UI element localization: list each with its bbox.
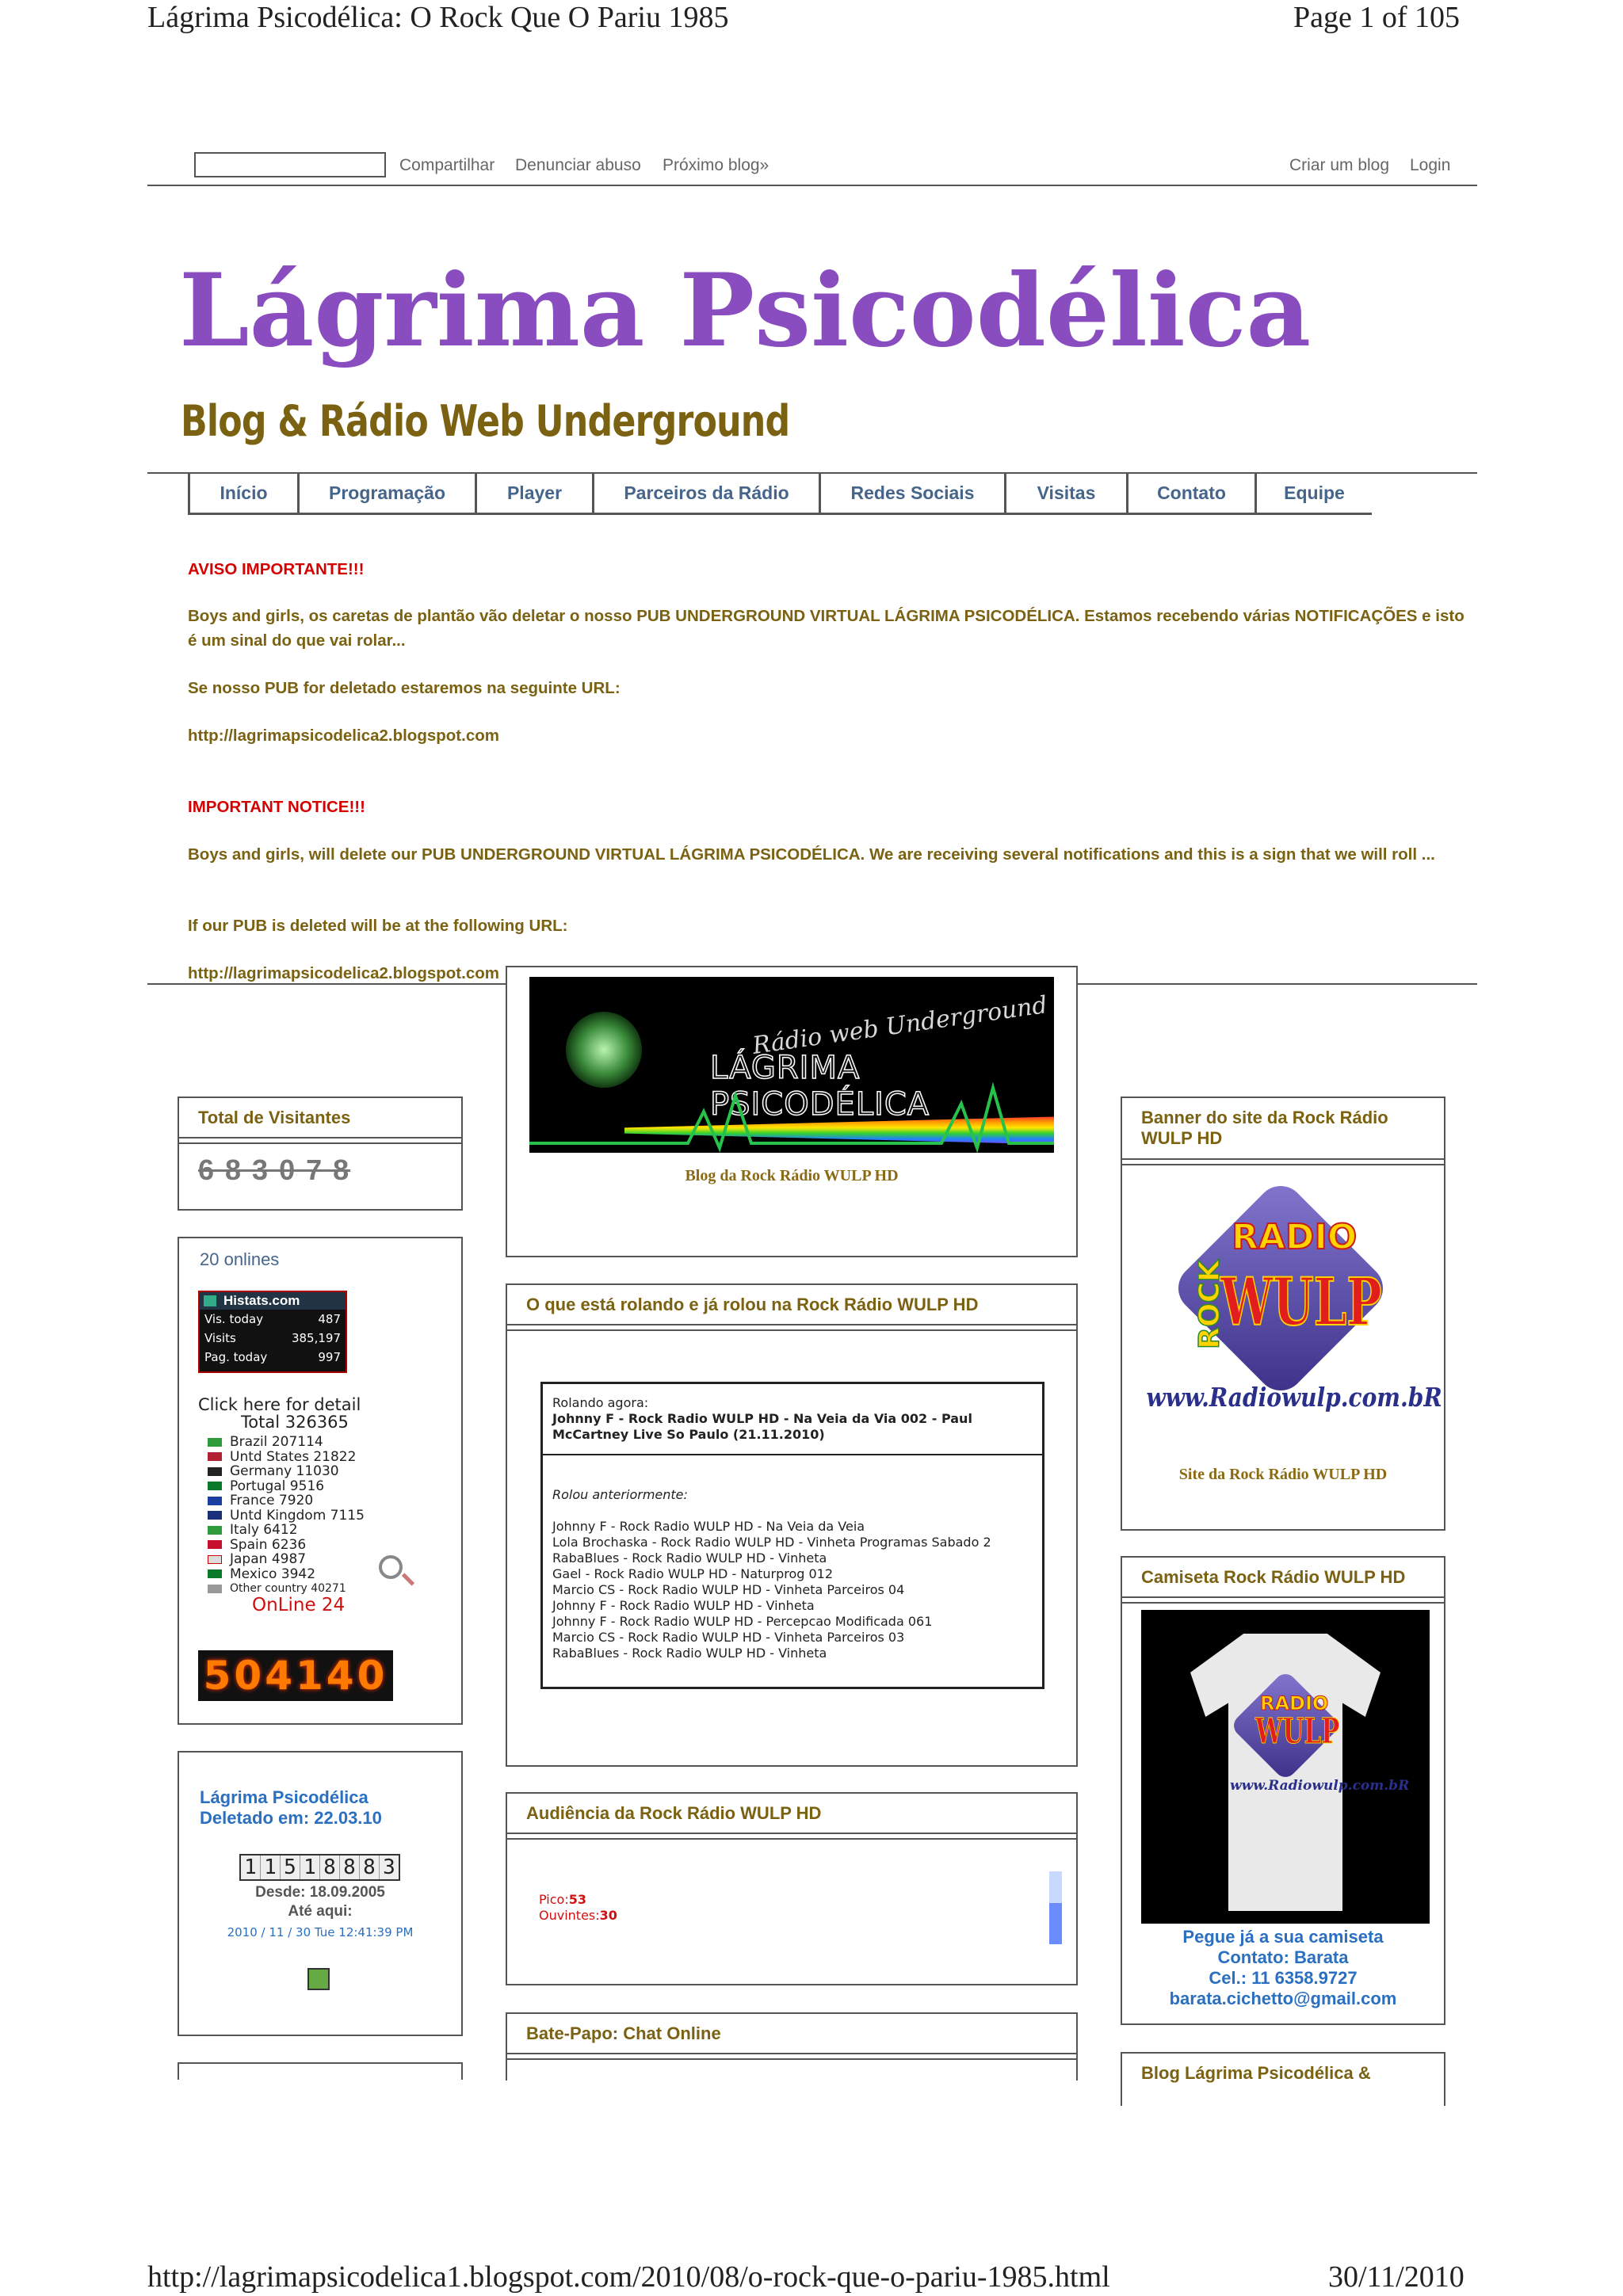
country-name: Brazil 207114 (230, 1434, 323, 1451)
flag-icon (208, 1540, 222, 1549)
country-row (208, 1538, 365, 1553)
login-link[interactable]: Login (1410, 156, 1451, 174)
country-name: Spain 6236 (230, 1536, 307, 1553)
tab-visitas[interactable]: Visitas (1004, 474, 1126, 515)
tab-player[interactable]: Player (475, 474, 592, 515)
playlist-box (540, 1382, 1044, 1689)
deleted-title-1: Lágrima Psicodélica (200, 1787, 369, 1807)
navbar-divider (147, 185, 1477, 186)
country-name: Untd Kingdom 7115 (230, 1507, 365, 1524)
flag-icon (208, 1497, 222, 1505)
tab-parceiros[interactable]: Parceiros da Rádio (592, 474, 819, 515)
logo-rock-text: ROCK (1193, 1260, 1226, 1349)
magnifier-handle (402, 1573, 414, 1585)
since-date: Desde: 18.09.2005 (255, 1884, 385, 1901)
flag-icon (208, 1452, 222, 1461)
tshirt-title: Camiseta Rock Rádio WULP HD (1141, 1567, 1406, 1587)
pdf-page-number: Page 1 of 105 (1293, 1, 1461, 34)
shirt-logo-wulp: WULP (1255, 1711, 1340, 1752)
notice-body-en: Boys and girls, will delete our PUB UNDERGROUND VIRTUAL LÁGRIMA PSICODÉLICA. We are receiving several notifications and this is a sign that we will roll ... (188, 845, 1435, 864)
total-visitors-title: Total de Visitantes (198, 1108, 351, 1127)
histats-label-0: Vis. today (204, 1312, 264, 1326)
country-row (208, 1581, 365, 1596)
now-track: Johnny F - Rock Radio WULP HD - Na Veia da Via 002 - Paul McCartney Live So Paulo (21.11.2010) (552, 1411, 972, 1442)
widget-divider (1122, 1158, 1444, 1160)
country-name: Untd States 21822 (230, 1448, 357, 1465)
countries-total: Total 326365 (241, 1413, 349, 1432)
pdf-footer-date: 30/11/2010 (1328, 2260, 1465, 2294)
playlist-divider (543, 1454, 1042, 1455)
histats-label-1: Visits (204, 1331, 236, 1345)
chat-title: Bate-Papo: Chat Online (526, 2023, 721, 2043)
widget-divider (179, 1142, 461, 1144)
country-row (208, 1450, 365, 1465)
tshirt-line: Cel.: 11 6358.9727 (1209, 1968, 1358, 1988)
pdf-header-title: Lágrima Psicodélica: O Rock Que O Pariu 1985 (147, 1, 729, 34)
onlines-count: 20 onlines (200, 1249, 280, 1269)
country-name: Italy 6412 (230, 1522, 298, 1539)
histats-label-2: Pag. today (204, 1350, 268, 1364)
navbar-search-box[interactable] (194, 152, 386, 177)
blog-widget-title: Blog Lágrima Psicodélica & (1141, 2063, 1371, 2083)
widget-divider (1122, 1164, 1444, 1165)
tshirt-email[interactable]: barata.cichetto@gmail.com (1169, 1989, 1397, 2008)
odometer-digit: 1 (300, 1855, 320, 1879)
notice-heading-pt: AVISO IMPORTANTE!!! (188, 560, 365, 578)
wulp-logo[interactable] (1170, 1193, 1400, 1383)
histats-badge[interactable] (198, 1291, 347, 1373)
tshirt-contact (1122, 1927, 1444, 2009)
prev-track: RabaBlues - Rock Radio WULP HD - Vinheta (552, 1646, 827, 1661)
widget-divider (507, 1838, 1076, 1840)
listeners-row (539, 1908, 617, 1923)
counter-logo-icon[interactable] (307, 1968, 330, 1990)
widget-divider (507, 2053, 1076, 2054)
country-row (208, 1435, 365, 1450)
visitors-counter: 6 8 3 0 7 8 (198, 1154, 351, 1186)
logo-caption[interactable]: Blog da Rock Rádio WULP HD (685, 1167, 899, 1184)
blog-widget (1121, 2052, 1445, 2106)
histats-value-0: 487 (318, 1312, 341, 1326)
flag-icon (208, 1482, 222, 1490)
share-link[interactable]: Compartilhar (399, 156, 495, 174)
prev-track: Johnny F - Rock Radio WULP HD - Na Veia da Veia (552, 1519, 865, 1534)
country-name: Portugal 9516 (230, 1478, 325, 1494)
peak-label: Pico: (539, 1892, 569, 1907)
banner-title: Banner do site da Rock Rádio WULP HD (1141, 1108, 1388, 1148)
prev-track: Gael - Rock Radio WULP HD - Naturprog 012 (552, 1566, 834, 1581)
odometer-digit: 1 (261, 1855, 281, 1879)
banner-caption[interactable]: Site da Rock Rádio WULP HD (1178, 1466, 1388, 1483)
flag-icon (208, 1511, 222, 1520)
total-visitors-widget (178, 1097, 463, 1211)
histats-value-2: 997 (318, 1350, 341, 1364)
click-detail-link[interactable]: Click here for detail (198, 1395, 361, 1414)
country-row (208, 1479, 365, 1494)
banner-widget (1121, 1097, 1445, 1531)
logo-site-text: www.Radiowulp.com.bR (1146, 1382, 1442, 1413)
widget-divider (507, 2058, 1076, 2060)
audience-level-bar (1049, 1871, 1062, 1944)
country-row (208, 1523, 365, 1538)
country-row (208, 1552, 365, 1567)
deleted-title-2: Deletado em: 22.03.10 (200, 1808, 382, 1828)
listeners-label: Ouvintes: (539, 1908, 600, 1923)
blog-description: Blog & Rádio Web Underground (181, 396, 790, 446)
country-name: Japan 4987 (230, 1551, 307, 1568)
peak-value: 53 (568, 1892, 586, 1907)
notice-url-en[interactable]: http://lagrimapsicodelica2.blogspot.com (188, 964, 499, 982)
prev-track: Johnny F - Rock Radio WULP HD - Percepcao Modificada 061 (552, 1614, 933, 1629)
heartbeat-line (529, 1080, 1054, 1153)
widget-divider (507, 1833, 1076, 1834)
create-blog-link[interactable]: Criar um blog (1289, 156, 1390, 174)
now-playing-title: O que está rolando e já rolou na Rock Rádio WULP HD (526, 1295, 979, 1314)
widget-divider (1122, 1602, 1444, 1604)
audience-widget (506, 1792, 1078, 1985)
odometer-counter (239, 1854, 400, 1881)
notice-url-pt[interactable]: http://lagrimapsicodelica2.blogspot.com (188, 727, 499, 745)
odometer-digit: 8 (340, 1855, 360, 1879)
flag-icon (208, 1467, 222, 1476)
logo-wulp-text: WULP (1220, 1264, 1382, 1341)
tab-redes-sociais[interactable]: Redes Sociais (819, 474, 1004, 515)
audience-title: Audiência da Rock Rádio WULP HD (526, 1803, 822, 1823)
logo-tagline: Rádio web Underground (750, 991, 1049, 1060)
odometer-digit: 3 (383, 1855, 395, 1879)
flag-icon (208, 1585, 222, 1593)
widget-divider (507, 1324, 1076, 1325)
widget-divider (1122, 1596, 1444, 1598)
flag-icon (208, 1438, 222, 1447)
logo-name: LÁGRIMA PSICODÉLICA (710, 1050, 930, 1123)
current-datetime: 2010 / 11 / 30 Tue 12:41:39 PM (227, 1925, 414, 1939)
radio-logo-widget (506, 966, 1078, 1257)
prev-track: Lola Brochaska - Rock Radio WULP HD - Vinheta Programas Sabado 2 (552, 1535, 991, 1550)
now-playing-widget (506, 1283, 1078, 1767)
chat-widget (506, 2012, 1078, 2081)
now-label: Rolando agora: (552, 1395, 649, 1410)
odometer-digit: 8 (360, 1855, 380, 1879)
country-row (208, 1464, 365, 1479)
blog-title[interactable]: Lágrima Psicodélica (179, 252, 1312, 369)
deleted-counter-widget (178, 1751, 463, 2036)
tab-programacao[interactable]: Programação (297, 474, 475, 515)
tshirt-line: Pegue já a sua camiseta (1182, 1927, 1384, 1947)
widget-divider (507, 1329, 1076, 1331)
magnifier-icon[interactable] (379, 1555, 403, 1579)
notice-url-intro-en: If our PUB is deleted will be at the following URL: (188, 917, 568, 935)
notice-body-pt: Boys and girls, os caretas de plantão vão deletar o nosso PUB UNDERGROUND VIRTUAL LÁGRIMA PSICODÉLICA. Estamos recebendo várias NOTIFICAÇÕES e isto é um sinal do que vai rolar... (188, 607, 1465, 650)
until-label: Até aqui: (288, 1903, 353, 1920)
country-row (208, 1567, 365, 1582)
histats-brand: Histats.com (200, 1292, 346, 1310)
country-name: France 7920 (230, 1493, 314, 1509)
tab-inicio[interactable]: Início (188, 474, 297, 515)
flag-icon (208, 1526, 222, 1535)
prev-track: Marcio CS - Rock Radio WULP HD - Vinheta Parceiros 03 (552, 1630, 905, 1645)
country-name: Mexico 3942 (230, 1566, 316, 1582)
pdf-footer-url: http://lagrimapsicodelica1.blogspot.com/2010/08/o-rock-que-o-pariu-1985.html (147, 2260, 1110, 2294)
country-row (208, 1493, 365, 1508)
online-count: OnLine 24 (252, 1595, 346, 1615)
eye-graphic (566, 1012, 642, 1088)
notice-heading-en: IMPORTANT NOTICE!!! (188, 798, 365, 816)
online-stats-widget (178, 1237, 463, 1725)
audience-level-fill (1049, 1903, 1062, 1944)
tshirt-widget (1121, 1556, 1445, 2025)
radio-logo-banner[interactable] (529, 977, 1054, 1153)
histats-value-1: 385,197 (291, 1331, 341, 1345)
country-row (208, 1508, 365, 1524)
notice-url-intro-pt: Se nosso PUB for deletado estaremos na seguinte URL: (188, 679, 621, 697)
tshirt-image[interactable] (1141, 1610, 1430, 1924)
report-abuse-link[interactable]: Denunciar abuso (515, 156, 641, 174)
fire-counter: 504140 (198, 1650, 393, 1701)
peak-row (539, 1892, 586, 1907)
flag-icon (208, 1555, 222, 1564)
tab-equipe[interactable]: Equipe (1254, 474, 1372, 515)
listeners-value: 30 (599, 1908, 617, 1923)
shirt-logo-site: www.Radiowulp.com.bR (1230, 1778, 1410, 1794)
country-name: Germany 11030 (230, 1463, 339, 1480)
prev-label: Rolou anteriormente: (552, 1487, 688, 1502)
bar-chart-icon (204, 1295, 216, 1306)
next-widget-top (178, 2062, 463, 2080)
country-list (208, 1435, 365, 1596)
odometer-digit: 5 (281, 1855, 300, 1879)
prev-track: Marcio CS - Rock Radio WULP HD - Vinheta Parceiros 04 (552, 1582, 905, 1597)
logo-radio-text: RADIO (1232, 1217, 1358, 1257)
prev-track: RabaBlues - Rock Radio WULP HD - Vinheta (552, 1550, 827, 1566)
shirt-logo-radio: RADIO (1260, 1692, 1329, 1714)
prev-track: Johnny F - Rock Radio WULP HD - Vinheta (552, 1598, 815, 1613)
widget-divider (179, 1137, 461, 1138)
flag-icon (208, 1569, 222, 1578)
odometer-digit: 8 (320, 1855, 340, 1879)
country-name: Other country 40271 (230, 1582, 346, 1596)
next-blog-link[interactable]: Próximo blog» (663, 156, 769, 174)
tab-contato[interactable]: Contato (1126, 474, 1254, 515)
tshirt-line: Contato: Barata (1217, 1947, 1349, 1967)
odometer-digit: 1 (241, 1855, 261, 1879)
